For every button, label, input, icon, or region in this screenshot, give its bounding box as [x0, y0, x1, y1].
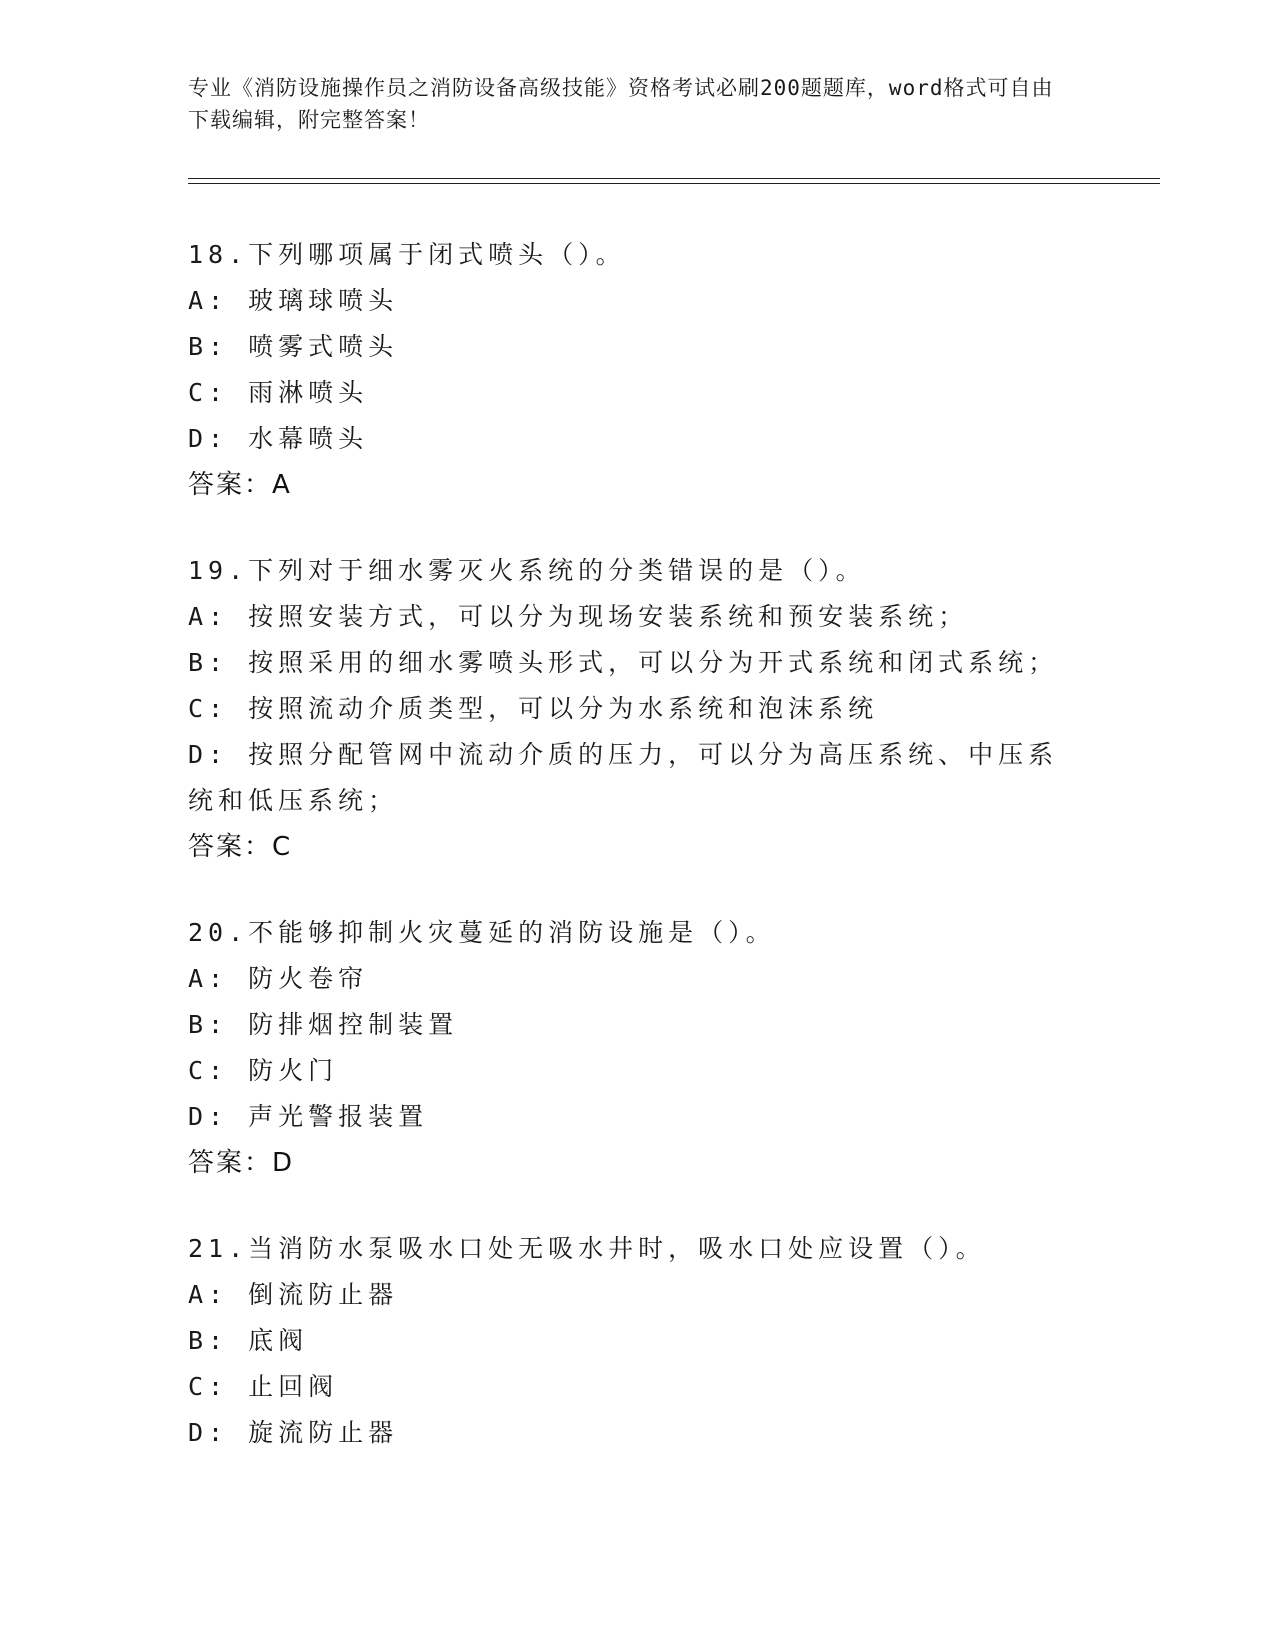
option-a: A: 按照安装方式，可以分为现场安装系统和预安装系统；: [188, 602, 969, 631]
question-stem: 20.不能够抑制火灾蔓延的消防设施是（）。: [188, 918, 776, 947]
question-21: [188, 1226, 1088, 1456]
question-stem: 18.下列哪项属于闭式喷头（）。: [188, 240, 626, 269]
option-a: A: 倒流防止器: [188, 1280, 399, 1309]
answer-label: 答案：A: [188, 470, 292, 500]
header-divider-bottom: [188, 183, 1160, 184]
answer-label: 答案：C: [188, 832, 293, 862]
option-c: C: 止回阀: [188, 1372, 339, 1401]
header-divider-top: [188, 178, 1160, 179]
answer-label: 答案：D: [188, 1148, 295, 1178]
option-c: C: 按照流动介质类型，可以分为水系统和泡沫系统: [188, 694, 879, 723]
option-d: D: 声光警报装置: [188, 1102, 429, 1131]
option-b: B: 按照采用的细水雾喷头形式，可以分为开式系统和闭式系统；: [188, 648, 1059, 677]
option-c: C: 防火门: [188, 1056, 339, 1085]
question-stem: 21.当消防水泵吸水口处无吸水井时，吸水口处应设置（）。: [188, 1234, 986, 1263]
option-b: B: 底阀: [188, 1326, 309, 1355]
option-b: B: 喷雾式喷头: [188, 332, 399, 361]
document-header: 专业《消防设施操作员之消防设备高级技能》资格考试必刷200题题库，word格式可自由下载编辑，附完整答案！: [188, 76, 1054, 132]
question-19: [188, 548, 1088, 870]
option-a: A: 防火卷帘: [188, 964, 369, 993]
question-20: [188, 910, 1088, 1186]
option-d: D: 按照分配管网中流动介质的压力，可以分为高压系统、中压系统和低压系统；: [188, 740, 1059, 815]
question-stem: 19.下列对于细水雾灭火系统的分类错误的是（）。: [188, 556, 866, 585]
question-list: [188, 232, 1088, 1496]
option-a: A: 玻璃球喷头: [188, 286, 399, 315]
option-b: B: 防排烟控制装置: [188, 1010, 459, 1039]
option-d: D: 水幕喷头: [188, 424, 369, 453]
question-18: [188, 232, 1088, 508]
option-c: C: 雨淋喷头: [188, 378, 369, 407]
option-d: D: 旋流防止器: [188, 1418, 399, 1447]
